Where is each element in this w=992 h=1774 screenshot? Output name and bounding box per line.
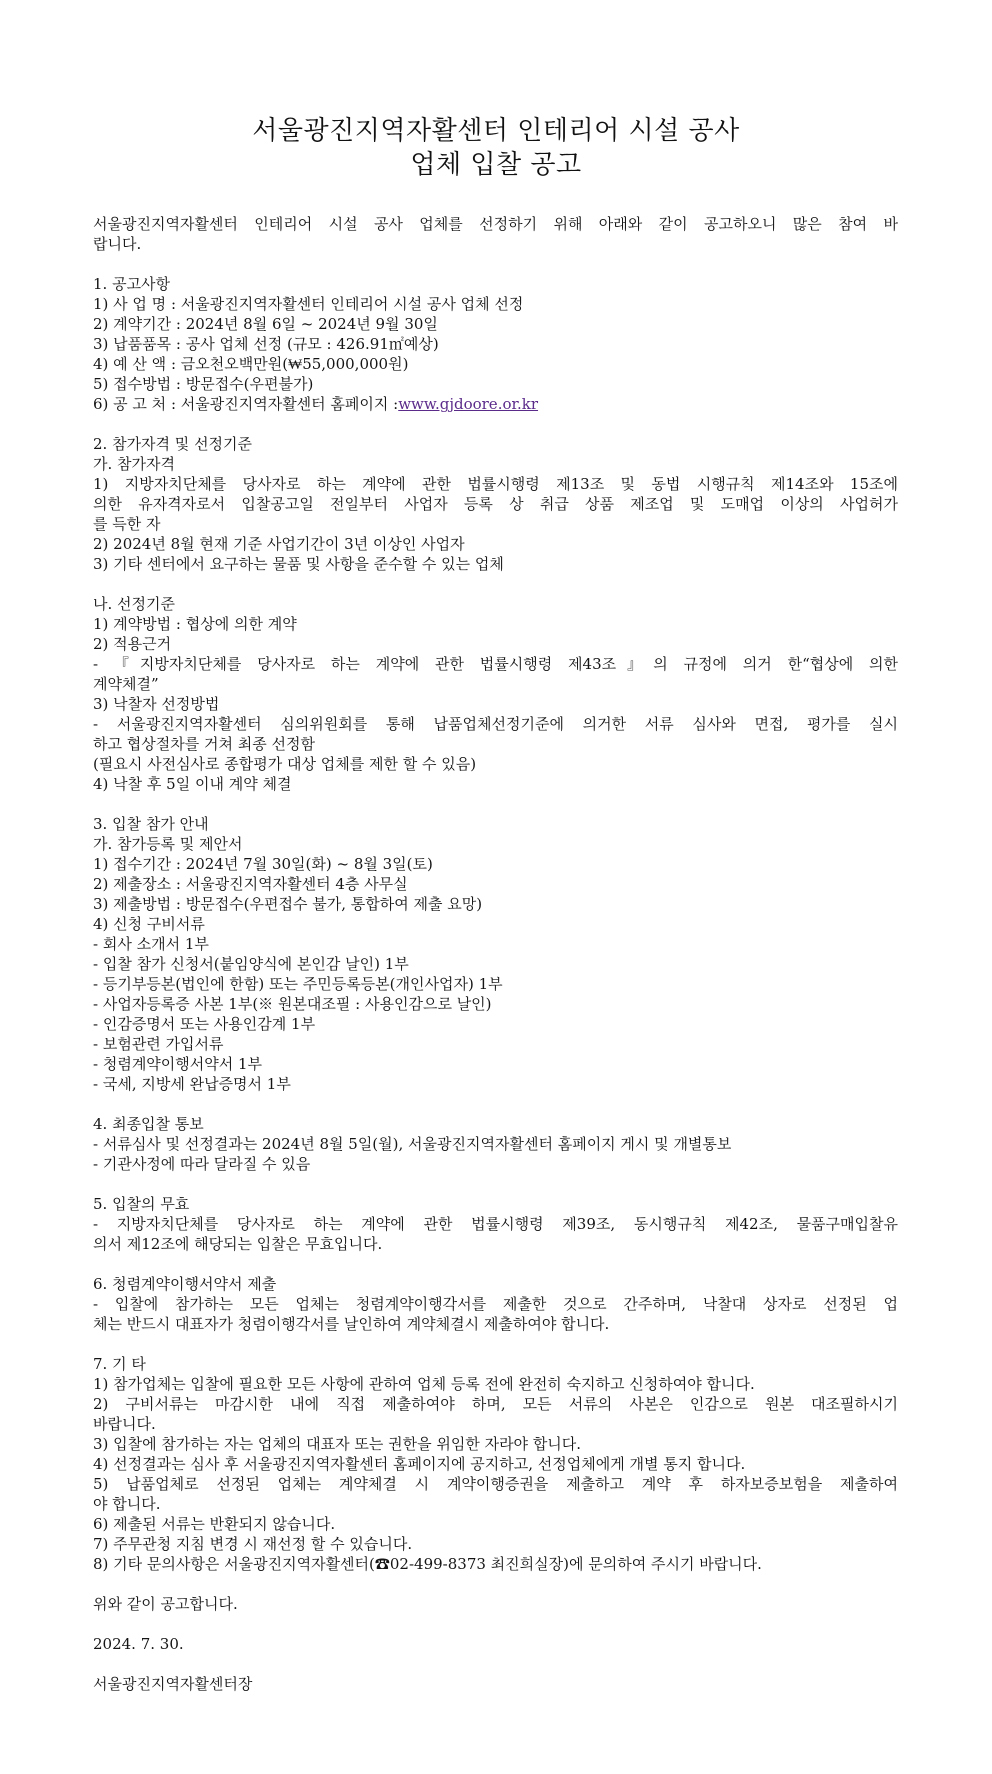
section-line: - 『지방자치단체를 당사자로 하는 계약에 관한 법률시행령 제43조』의 규정에 의거 한“협상에 의한 [93, 655, 899, 673]
section-line: 4) 예 산 액 : 금오천오백만원(₩55,000,000원) [93, 355, 409, 373]
section-line: 를 득한 자 [93, 515, 161, 533]
spacer [93, 1254, 898, 1274]
notice-date: 2024. 7. 30. [93, 1635, 184, 1653]
subsection-heading: 가. 참가등록 및 제안서 [93, 835, 243, 853]
section-heading: 1. 공고사항 [93, 275, 171, 293]
section-line: 2) 제출장소 : 서울광진지역자활센터 4층 사무실 [93, 875, 408, 893]
subsection-heading: 가. 참가자격 [93, 455, 175, 473]
document-list-item: - 국세, 지방세 완납증명서 1부 [93, 1075, 291, 1093]
section-line: 4) 낙찰 후 5일 이내 계약 체결 [93, 775, 292, 793]
section-line: - 서류심사 및 선정결과는 2024년 8월 5일(월), 서울광진지역자활센터 홈페이지 게시 및 개별통보 [93, 1135, 732, 1153]
section-line: 체는 반드시 대표자가 청렴이행각서를 날인하여 계약체결시 제출하여야 합니다. [93, 1315, 610, 1333]
section-line: 2) 적용근거 [93, 635, 172, 653]
section-line: 4) 신청 구비서류 [93, 915, 205, 933]
intro-line: 랍니다. [93, 235, 142, 253]
document-list-item: - 청렴계약이행서약서 1부 [93, 1055, 263, 1073]
document-title-line-2: 업체 입찰 공고 [410, 150, 582, 180]
section-line: 2) 구비서류는 마감시한 내에 직접 제출하여야 하며, 모든 서류의 사본은 인감으로 원본 대조필하시기 [93, 1395, 898, 1413]
document-list-item: - 인감증명서 또는 사용인감계 1부 [93, 1015, 316, 1033]
section-line: 1) 참가업체는 입찰에 필요한 모든 사항에 관하여 업체 등록 전에 완전히 숙지하고 신청하여야 합니다. [93, 1375, 755, 1393]
section-line: (필요시 사전심사로 종합평가 대상 업체를 제한 할 수 있음) [93, 755, 477, 773]
section-line: - 지방자치단체를 당사자로 하는 계약에 관한 법률시행령 제39조, 동시행규칙 제42조, 물품구매입찰유 [93, 1215, 898, 1233]
section-line: 4) 선정결과는 심사 후 서울광진지역자활센터 홈페이지에 공지하고, 선정업체에게 개별 통지 합니다. [93, 1455, 746, 1473]
section-line [93, 394, 898, 414]
section-line: 1) 계약방법 : 협상에 의한 계약 [93, 615, 297, 633]
section-heading: 5. 입찰의 무효 [93, 1195, 190, 1213]
section-heading: 4. 최종입찰 통보 [93, 1115, 204, 1133]
section-line: 야 합니다. [93, 1495, 161, 1513]
section-line: 6) 제출된 서류는 반환되지 않습니다. [93, 1515, 336, 1533]
section-line: 3) 기타 센터에서 요구하는 물품 및 사항을 준수할 수 있는 업체 [93, 555, 504, 573]
section-line: 계약체결” [93, 675, 159, 693]
section-line: 1) 지방자치단체를 당사자로 하는 계약에 관한 법률시행령 제13조 및 동법 시행규칙 제14조와 15조에 [93, 475, 898, 493]
spacer [93, 1654, 898, 1674]
spacer [93, 1574, 898, 1594]
document-list-item: - 사업자등록증 사본 1부(※ 원본대조필 : 사용인감으로 날인) [93, 995, 492, 1013]
document-body [93, 214, 898, 1694]
section-line: 5) 납품업체로 선정된 업체는 계약체결 시 계약이행증권을 제출하고 계약 후 하자보증보험을 제출하여 [93, 1475, 898, 1493]
section-line: 5) 접수방법 : 방문접수(우편불가) [93, 375, 314, 393]
section-heading: 6. 청렴계약이행서약서 제출 [93, 1275, 277, 1293]
homepage-link[interactable]: www.gjdoore.or.kr [398, 395, 539, 413]
section-line: 1) 사 업 명 : 서울광진지역자활센터 인테리어 시설 공사 업체 선정 [93, 295, 524, 313]
homepage-label: 6) 공 고 처 : 서울광진지역자활센터 홈페이지 : [93, 395, 399, 413]
signer: 서울광진지역자활센터장 [93, 1675, 253, 1693]
section-line: 의서 제12조에 해당되는 입찰은 무효입니다. [93, 1235, 383, 1253]
document-list-item: - 회사 소개서 1부 [93, 935, 209, 953]
section-heading: 3. 입찰 참가 안내 [93, 815, 209, 833]
section-heading: 7. 기 타 [93, 1355, 146, 1373]
spacer [93, 1174, 898, 1194]
document-list-item: - 등기부등본(법인에 한함) 또는 주민등록등본(개인사업자) 1부 [93, 975, 503, 993]
section-line: 3) 입찰에 참가하는 자는 업체의 대표자 또는 권한을 위임한 자라야 합니다. [93, 1435, 582, 1453]
section-line: - 입찰에 참가하는 모든 업체는 청렴계약이행각서를 제출한 것으로 간주하며, 낙찰대 상자로 선정된 업 [93, 1295, 898, 1313]
spacer [93, 1334, 898, 1354]
section-line: 7) 주무관청 지침 변경 시 재선정 할 수 있습니다. [93, 1535, 413, 1553]
section-line: 2) 계약기간 : 2024년 8월 6일 ~ 2024년 9월 30일 [93, 315, 438, 333]
intro-line: 서울광진지역자활센터 인테리어 시설 공사 업체를 선정하기 위해 아래와 같이 공고하오니 많은 참여 바 [93, 215, 898, 233]
section-line: 8) 기타 문의사항은 서울광진지역자활센터(☎02-499-8373 최진희실장)에 문의하여 주시기 바랍니다. [93, 1555, 762, 1573]
closing-text: 위와 같이 공고합니다. [93, 1595, 238, 1613]
spacer [93, 254, 898, 274]
spacer [93, 574, 898, 594]
section-line: - 기관사정에 따라 달라질 수 있음 [93, 1155, 311, 1173]
document-list-item: - 입찰 참가 신청서(붙임양식에 본인감 날인) 1부 [93, 955, 409, 973]
section-line: 3) 낙찰자 선정방법 [93, 695, 220, 713]
spacer [93, 414, 898, 434]
section-line: 의한 유자격자로서 입찰공고일 전일부터 사업자 등록 상 취급 상품 제조업 및 도매업 이상의 사업허가 [93, 495, 898, 513]
spacer [93, 1614, 898, 1634]
section-line: 3) 제출방법 : 방문접수(우편접수 불가, 통합하여 제출 요망) [93, 895, 483, 913]
section-line: 3) 납품품목 : 공사 업체 선정 (규모 : 426.91㎡예상) [93, 335, 439, 353]
document-list-item: - 보험관련 가입서류 [93, 1035, 224, 1053]
spacer [93, 794, 898, 814]
document-title-line-1: 서울광진지역자활센터 인테리어 시설 공사 [252, 116, 740, 146]
section-line: 1) 접수기간 : 2024년 7월 30일(화) ~ 8월 3일(토) [93, 855, 433, 873]
section-line: 하고 협상절차를 거쳐 최종 선정함 [93, 735, 315, 753]
spacer [93, 1094, 898, 1114]
subsection-heading: 나. 선정기준 [93, 595, 175, 613]
section-line: 2) 2024년 8월 현재 기준 사업기간이 3년 이상인 사업자 [93, 535, 465, 553]
section-line: 바랍니다. [93, 1415, 156, 1433]
section-line: - 서울광진지역자활센터 심의위원회를 통해 납품업체선정기준에 의거한 서류 심사와 면접, 평가를 실시 [93, 715, 898, 733]
section-heading: 2. 참가자격 및 선정기준 [93, 435, 253, 453]
